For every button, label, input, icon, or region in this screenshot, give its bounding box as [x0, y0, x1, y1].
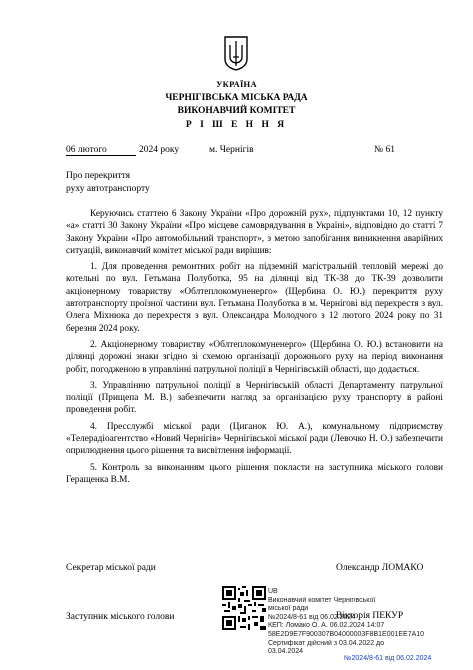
e-signature-stamp [268, 588, 473, 657]
deputy-name: Вікторія ПЕКУР [336, 611, 404, 621]
stamp-line: 58E2D9E7F900307B04000003F8B1E001EE7A10 [268, 630, 425, 638]
subject-block [66, 170, 150, 195]
qr-code-icon [222, 586, 266, 630]
country-title: УКРАЇНА [216, 79, 257, 89]
decision-year: 2024 року [139, 145, 180, 155]
secretary-title: Секретар міської ради [66, 563, 156, 573]
decision-number: № 61 [374, 145, 395, 155]
decision-city: м. Чернігів [209, 145, 254, 155]
stamp-line: міської ради [268, 605, 309, 613]
deputy-title: Заступник міського голови [66, 612, 175, 622]
paragraph-3: 3. Управлінню патрульної поліції в Чернігівській області Департаменту патрульної поліції (Прищепа М. В.) забезпечити нагляд за організацією руху транспорту в районі проведення робіт. [66, 380, 443, 416]
paragraph-5: 5. Контроль за виконанням цього рішення покласти на заступника міського голови Геращенка В.М. [66, 462, 443, 485]
council-title: ЧЕРНІГІВСЬКА МІСЬКА РАДА [165, 93, 308, 103]
stamp-line: КЕП: Ломако О. А. 06.02.2024 14:07 [268, 622, 385, 630]
date-underline [66, 155, 136, 156]
coat-of-arms-icon [223, 35, 249, 71]
committee-title: ВИКОНАВЧИЙ КОМІТЕТ [177, 106, 296, 116]
paragraph-4: 4. Пресслужбі міської ради (Циганок Ю. А.), комунальному підприємству «Телерадіоагентство «Новий Чернігів» Чернігівської міської ради (Левочко Н. О.) забезпечити оприлюднення цього рішення та висвітлення інформації. [66, 421, 443, 457]
registration-ref: №2024/8-61 від 06.02.2024 [344, 655, 432, 662]
subject-line-1: Про перекриття [66, 171, 130, 181]
decision-body [66, 208, 443, 490]
intro-paragraph: Керуючись статтею 6 Закону України «Про дорожній рух», підпунктами 10, 12 пункту «а» статті 30 Закону України «Про місцеве самоврядування в Україні», відповідно до статті 7 Закону України «Про автомобільний транспорт», з метою запобігання виникнення аварійних ситуацій, виконавчий комітет міської ради вирішив: [66, 209, 443, 256]
stamp-line: №2024/8-61 від 06.02.2024 [268, 613, 356, 621]
stamp-line: Виконавчий комітет Чернігівської [268, 596, 376, 604]
decision-title: Р І Ш Е Н Н Я [185, 120, 288, 130]
secretary-name: Олександр ЛОМАКО [336, 563, 424, 573]
stamp-line: 03.04.2024 [268, 648, 304, 656]
subject-line-2: руху автотранспорту [66, 183, 150, 194]
paragraph-1: 1. Для проведення ремонтних робіт на підземній магістральній тепловій мережі до котельні по вул. Гетьмана Полуботка, 95 на ділянці від ТК-38 до ТК-39 дозволити акціонерному товариству «Облтеплокомуненерго» (Щербина О. Ю.) перекриття руху автотранспорту проїзної частини вул. Гетьмана Полуботка в м. Чернігові від перехрестя з вул. Олега Міхнюка до перехрестя з вул. Олександра Молодчого з 12 лютого 2024 року по 31 березня 2024 року. [66, 262, 443, 334]
stamp-line: Сертифікат дійсний з 03.04.2022 до [268, 639, 385, 647]
paragraph-2: 2. Акціонерному товариству «Облтеплокомуненерго» (Щербина О. Ю.) встановити на ділянці дорожні знаки згідно зі схемою організації дорожнього руху на період виконання робіт, погодженою в управлінні патрульної поліції в Чернігівській області, що додається. [66, 339, 443, 375]
decision-date: 06 лютого [66, 145, 107, 155]
stamp-line: UB [268, 588, 278, 595]
